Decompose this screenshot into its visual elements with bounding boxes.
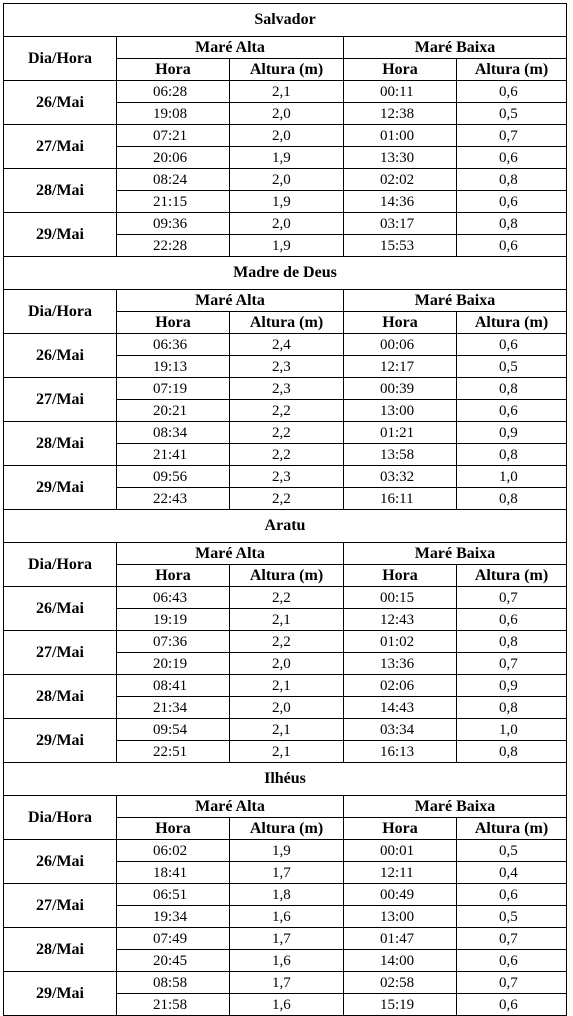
table-row [4, 587, 567, 609]
day-cell: 26/Mai [4, 587, 117, 631]
day-cell: 28/Mai [4, 675, 117, 719]
high-tide-hour: 21:34 [117, 697, 230, 719]
high-height-header: Altura (m) [230, 59, 344, 81]
low-tide-hour: 13:00 [344, 906, 457, 928]
low-tide-hour: 01:02 [344, 631, 457, 653]
high-tide-height: 2,1 [230, 81, 344, 103]
low-tide-height: 0,6 [457, 950, 567, 972]
location-name: Salvador [4, 4, 567, 37]
high-tide-hour: 19:34 [117, 906, 230, 928]
low-tide-hour: 14:00 [344, 950, 457, 972]
high-tide-height: 2,2 [230, 422, 344, 444]
high-tide-hour: 21:58 [117, 994, 230, 1016]
low-tide-hour: 13:58 [344, 444, 457, 466]
location-name: Madre de Deus [4, 257, 567, 290]
table-row [4, 675, 567, 697]
low-tide-height: 0,6 [457, 400, 567, 422]
table-row [4, 334, 567, 356]
low-tide-height: 0,7 [457, 125, 567, 147]
low-tide-hour: 02:58 [344, 972, 457, 994]
high-tide-height: 2,3 [230, 378, 344, 400]
low-tide-hour: 02:06 [344, 675, 457, 697]
low-tide-hour: 00:49 [344, 884, 457, 906]
low-tide-hour: 01:47 [344, 928, 457, 950]
day-cell: 29/Mai [4, 719, 117, 763]
table-row [4, 884, 567, 906]
low-tide-hour: 00:01 [344, 840, 457, 862]
high-tide-height: 2,0 [230, 125, 344, 147]
high-hour-header: Hora [117, 565, 230, 587]
high-tide-height: 2,0 [230, 697, 344, 719]
high-tide-hour: 09:56 [117, 466, 230, 488]
high-tide-height: 1,9 [230, 235, 344, 257]
low-tide-height: 0,9 [457, 675, 567, 697]
table-row [4, 169, 567, 191]
low-tide-hour: 15:19 [344, 994, 457, 1016]
high-tide-hour: 22:28 [117, 235, 230, 257]
high-tide-hour: 09:54 [117, 719, 230, 741]
low-tide-height: 0,6 [457, 81, 567, 103]
high-tide-height: 2,3 [230, 466, 344, 488]
high-tide-hour: 08:24 [117, 169, 230, 191]
high-height-header: Altura (m) [230, 818, 344, 840]
high-tide-hour: 18:41 [117, 862, 230, 884]
low-tide-hour: 13:36 [344, 653, 457, 675]
day-hour-header: Dia/Hora [4, 543, 117, 587]
table-row [4, 631, 567, 653]
high-tide-height: 2,1 [230, 741, 344, 763]
high-tide-height: 2,1 [230, 675, 344, 697]
high-tide-hour: 06:43 [117, 587, 230, 609]
group-header-row [4, 290, 567, 312]
high-height-header: Altura (m) [230, 312, 344, 334]
group-header-row [4, 37, 567, 59]
low-tide-hour: 13:30 [344, 147, 457, 169]
high-tide-hour: 21:41 [117, 444, 230, 466]
high-tide-height: 1,7 [230, 862, 344, 884]
high-tide-height: 2,2 [230, 631, 344, 653]
high-tide-hour: 09:36 [117, 213, 230, 235]
high-tide-height: 2,0 [230, 653, 344, 675]
day-cell: 28/Mai [4, 928, 117, 972]
high-tide-height: 1,6 [230, 950, 344, 972]
high-tide-height: 1,7 [230, 928, 344, 950]
day-cell: 26/Mai [4, 840, 117, 884]
high-tide-height: 1,9 [230, 147, 344, 169]
low-tide-height: 0,8 [457, 697, 567, 719]
low-tide-height: 0,6 [457, 884, 567, 906]
high-hour-header: Hora [117, 59, 230, 81]
tide-table [3, 3, 567, 1016]
location-title-row [4, 763, 567, 796]
high-hour-header: Hora [117, 818, 230, 840]
tide-table-body [4, 4, 567, 1016]
low-height-header: Altura (m) [457, 312, 567, 334]
table-row [4, 378, 567, 400]
day-cell: 28/Mai [4, 422, 117, 466]
low-tide-height: 0,8 [457, 631, 567, 653]
low-tide-height: 0,6 [457, 191, 567, 213]
table-row [4, 928, 567, 950]
high-tide-hour: 07:19 [117, 378, 230, 400]
high-tide-hour: 20:21 [117, 400, 230, 422]
high-hour-header: Hora [117, 312, 230, 334]
day-hour-header: Dia/Hora [4, 796, 117, 840]
low-tide-hour: 13:00 [344, 400, 457, 422]
high-tide-height: 1,9 [230, 840, 344, 862]
high-tide-height: 2,3 [230, 356, 344, 378]
high-tide-height: 2,2 [230, 587, 344, 609]
low-tide-hour: 00:15 [344, 587, 457, 609]
low-tide-height: 0,8 [457, 741, 567, 763]
low-tide-hour: 02:02 [344, 169, 457, 191]
high-tide-header: Maré Alta [117, 37, 344, 59]
high-tide-hour: 07:49 [117, 928, 230, 950]
high-tide-height: 2,2 [230, 488, 344, 510]
low-tide-height: 0,8 [457, 169, 567, 191]
location-name: Ilhéus [4, 763, 567, 796]
high-tide-height: 1,8 [230, 884, 344, 906]
low-tide-hour: 03:17 [344, 213, 457, 235]
low-tide-height: 0,5 [457, 840, 567, 862]
high-tide-hour: 08:41 [117, 675, 230, 697]
low-hour-header: Hora [344, 312, 457, 334]
low-tide-hour: 12:11 [344, 862, 457, 884]
high-tide-header: Maré Alta [117, 543, 344, 565]
low-tide-height: 0,5 [457, 906, 567, 928]
low-tide-height: 0,8 [457, 213, 567, 235]
high-tide-height: 2,0 [230, 169, 344, 191]
low-hour-header: Hora [344, 565, 457, 587]
low-tide-height: 0,7 [457, 587, 567, 609]
day-cell: 29/Mai [4, 466, 117, 510]
low-tide-hour: 00:06 [344, 334, 457, 356]
high-tide-hour: 07:36 [117, 631, 230, 653]
low-tide-hour: 14:43 [344, 697, 457, 719]
low-hour-header: Hora [344, 59, 457, 81]
day-cell: 27/Mai [4, 378, 117, 422]
low-tide-hour: 00:11 [344, 81, 457, 103]
high-tide-hour: 19:13 [117, 356, 230, 378]
group-header-row [4, 543, 567, 565]
low-tide-height: 0,7 [457, 972, 567, 994]
table-row [4, 422, 567, 444]
high-tide-hour: 06:36 [117, 334, 230, 356]
low-tide-hour: 03:34 [344, 719, 457, 741]
high-tide-height: 1,9 [230, 191, 344, 213]
day-cell: 26/Mai [4, 81, 117, 125]
day-hour-header: Dia/Hora [4, 37, 117, 81]
low-tide-height: 0,7 [457, 928, 567, 950]
low-tide-height: 1,0 [457, 466, 567, 488]
day-hour-header: Dia/Hora [4, 290, 117, 334]
low-tide-hour: 15:53 [344, 235, 457, 257]
low-tide-height: 0,5 [457, 356, 567, 378]
high-tide-hour: 20:19 [117, 653, 230, 675]
low-tide-hour: 01:00 [344, 125, 457, 147]
low-tide-hour: 12:17 [344, 356, 457, 378]
location-title-row [4, 257, 567, 290]
day-cell: 27/Mai [4, 631, 117, 675]
day-cell: 27/Mai [4, 884, 117, 928]
low-tide-hour: 01:21 [344, 422, 457, 444]
low-tide-height: 0,6 [457, 609, 567, 631]
high-tide-height: 1,6 [230, 906, 344, 928]
high-tide-hour: 20:45 [117, 950, 230, 972]
low-tide-height: 0,8 [457, 378, 567, 400]
day-cell: 26/Mai [4, 334, 117, 378]
low-tide-header: Maré Baixa [344, 543, 567, 565]
location-title-row [4, 510, 567, 543]
low-tide-height: 0,6 [457, 334, 567, 356]
day-cell: 28/Mai [4, 169, 117, 213]
low-tide-hour: 14:36 [344, 191, 457, 213]
low-tide-height: 0,4 [457, 862, 567, 884]
low-tide-hour: 16:13 [344, 741, 457, 763]
table-row [4, 213, 567, 235]
low-tide-hour: 12:38 [344, 103, 457, 125]
low-tide-height: 0,6 [457, 235, 567, 257]
high-tide-hour: 21:15 [117, 191, 230, 213]
table-row [4, 466, 567, 488]
high-height-header: Altura (m) [230, 565, 344, 587]
location-title-row [4, 4, 567, 37]
low-tide-hour: 00:39 [344, 378, 457, 400]
high-tide-height: 2,1 [230, 609, 344, 631]
low-tide-height: 0,5 [457, 103, 567, 125]
low-tide-hour: 16:11 [344, 488, 457, 510]
group-header-row [4, 796, 567, 818]
high-tide-hour: 19:08 [117, 103, 230, 125]
high-tide-header: Maré Alta [117, 290, 344, 312]
high-tide-hour: 22:51 [117, 741, 230, 763]
table-row [4, 719, 567, 741]
high-tide-height: 1,7 [230, 972, 344, 994]
high-tide-hour: 06:28 [117, 81, 230, 103]
low-tide-height: 0,8 [457, 488, 567, 510]
high-tide-height: 2,2 [230, 400, 344, 422]
high-tide-height: 2,1 [230, 719, 344, 741]
location-name: Aratu [4, 510, 567, 543]
low-tide-height: 0,8 [457, 444, 567, 466]
table-row [4, 840, 567, 862]
high-tide-header: Maré Alta [117, 796, 344, 818]
low-height-header: Altura (m) [457, 59, 567, 81]
low-height-header: Altura (m) [457, 565, 567, 587]
table-row [4, 972, 567, 994]
high-tide-height: 2,2 [230, 444, 344, 466]
low-tide-height: 0,6 [457, 147, 567, 169]
low-tide-header: Maré Baixa [344, 796, 567, 818]
day-cell: 29/Mai [4, 213, 117, 257]
low-tide-height: 0,6 [457, 994, 567, 1016]
table-row [4, 81, 567, 103]
low-tide-header: Maré Baixa [344, 290, 567, 312]
high-tide-hour: 08:58 [117, 972, 230, 994]
day-cell: 27/Mai [4, 125, 117, 169]
high-tide-hour: 06:02 [117, 840, 230, 862]
high-tide-height: 1,6 [230, 994, 344, 1016]
high-tide-height: 2,0 [230, 213, 344, 235]
low-tide-hour: 12:43 [344, 609, 457, 631]
high-tide-hour: 07:21 [117, 125, 230, 147]
low-tide-height: 1,0 [457, 719, 567, 741]
low-tide-header: Maré Baixa [344, 37, 567, 59]
low-tide-hour: 03:32 [344, 466, 457, 488]
high-tide-hour: 06:51 [117, 884, 230, 906]
high-tide-hour: 19:19 [117, 609, 230, 631]
day-cell: 29/Mai [4, 972, 117, 1016]
high-tide-hour: 08:34 [117, 422, 230, 444]
low-tide-height: 0,7 [457, 653, 567, 675]
high-tide-hour: 22:43 [117, 488, 230, 510]
low-tide-height: 0,9 [457, 422, 567, 444]
low-height-header: Altura (m) [457, 818, 567, 840]
high-tide-height: 2,4 [230, 334, 344, 356]
table-row [4, 125, 567, 147]
high-tide-hour: 20:06 [117, 147, 230, 169]
high-tide-height: 2,0 [230, 103, 344, 125]
low-hour-header: Hora [344, 818, 457, 840]
